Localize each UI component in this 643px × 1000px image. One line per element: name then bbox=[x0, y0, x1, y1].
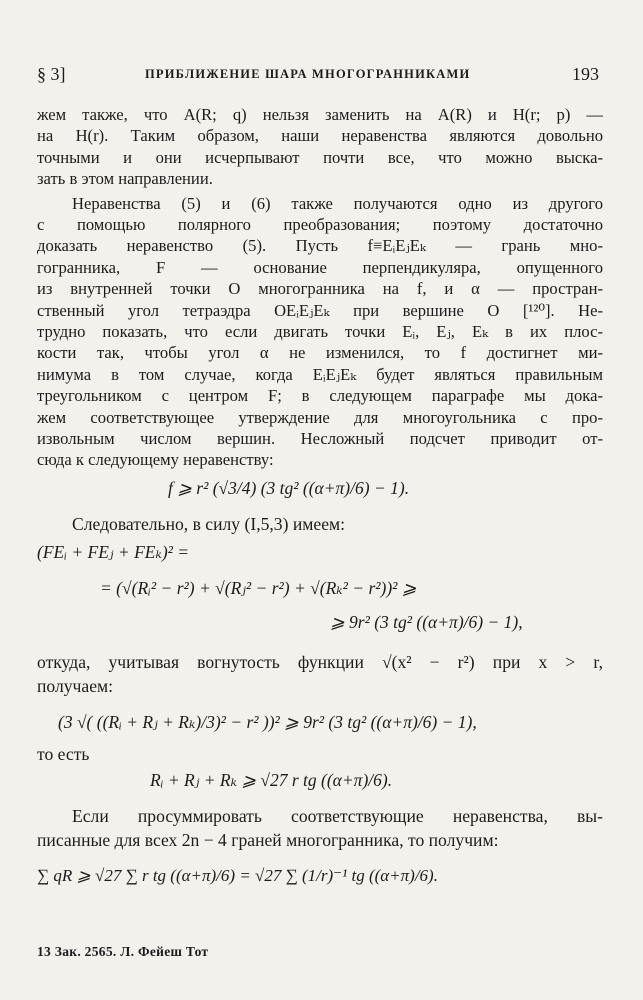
text-line: трудно показать, что если двигать точки Eᵢ, Eⱼ, Eₖ в их плос- bbox=[37, 322, 603, 341]
text-line: жем соответствующее утверждение для многоугольника с про- bbox=[37, 407, 603, 427]
text-line: извольным числом вершин. Несложный подсчет приводит от- bbox=[37, 429, 603, 448]
text-line: то есть bbox=[37, 744, 90, 764]
formula-2-line-2: = (√(Rᵢ² − r²) + √(Rⱼ² − r²) + √(Rₖ² − r²))² ⩾ bbox=[100, 578, 417, 598]
text-line: на H(r). Таким образом, наши неравенства являются довольно bbox=[37, 126, 603, 146]
formula-4: Rᵢ + Rⱼ + Rₖ ⩾ √27 r tg ((α+π)/6). bbox=[150, 770, 393, 790]
page-number: 193 bbox=[572, 64, 599, 84]
formula-2-line-3: ⩾ 9r² (3 tg² ((α+π)/6) − 1), bbox=[330, 612, 523, 632]
text-line: откуда, учитывая вогнутость функции √(x² − r²) при x > r, bbox=[37, 652, 603, 672]
formula-3: (3 √( ((Rᵢ + Rⱼ + Rₖ)/3)² − r² ))² ⩾ 9r² (3 tg² ((α+π)/6) − 1), bbox=[58, 712, 477, 732]
text-line: ственный угол тетраэдра OEᵢEⱼEₖ при вершине O [¹²⁰]. Не- bbox=[37, 300, 603, 320]
section-marker: § 3] bbox=[37, 64, 66, 84]
text-line: треугольником с центром F; в следующем параграфе мы дока- bbox=[37, 386, 603, 406]
text-line: получаем: bbox=[37, 676, 114, 696]
text-line: доказать неравенство (5). Пусть f≡EᵢEⱼEₖ — грань мно- bbox=[37, 236, 603, 256]
formula-5: ∑ qR ⩾ √27 ∑ r tg ((α+π)/6) = √27 ∑ (1/r)⁻¹ tg ((α+π)/6). bbox=[37, 866, 438, 885]
running-header bbox=[37, 64, 599, 90]
footer-imprint: 13 Зак. 2565. Л. Фейеш Тот bbox=[37, 944, 209, 959]
formula-2-line-1: (FEᵢ + FEⱼ + FEₖ)² = bbox=[37, 542, 190, 562]
text-line: сюда к следующему неравенству: bbox=[37, 450, 274, 470]
text-line: Неравенства (5) и (6) также получаются одно из другого bbox=[72, 193, 603, 213]
text-line: с помощью полярного преобразования; поэтому достаточно bbox=[37, 215, 603, 234]
text-line: зать в этом направлении. bbox=[37, 169, 213, 189]
text-line: из внутренней точки O многогранника на f, и α — простран- bbox=[37, 279, 603, 299]
text-line: точными и они исчерпывают почти все, что можно выска- bbox=[37, 147, 603, 167]
formula-1: f ⩾ r² (√3/4) (3 tg² ((α+π)/6) − 1). bbox=[168, 478, 410, 498]
text-line: жем также, что A(R; q) нельзя заменить на A(R) и H(r; p) — bbox=[37, 105, 603, 124]
text-line: нимума в том случае, когда EᵢEⱼEₖ будет являться правильным bbox=[37, 364, 603, 384]
text-line: Следовательно, в силу (I,5,3) имеем: bbox=[72, 514, 346, 534]
text-line: кости так, чтобы угол α не изменился, то f достигнет ми- bbox=[37, 343, 603, 363]
chapter-title: ПРИБЛИЖЕНИЕ ШАРА МНОГОГРАННИКАМИ bbox=[145, 67, 471, 81]
text-line: гогранника, F — основание перпендикуляра, опущенного bbox=[37, 257, 603, 277]
text-line: Если просуммировать соответствующие неравенства, вы- bbox=[72, 806, 603, 826]
text-line: писанные для всех 2n − 4 граней многогранника, то получим: bbox=[37, 830, 499, 850]
